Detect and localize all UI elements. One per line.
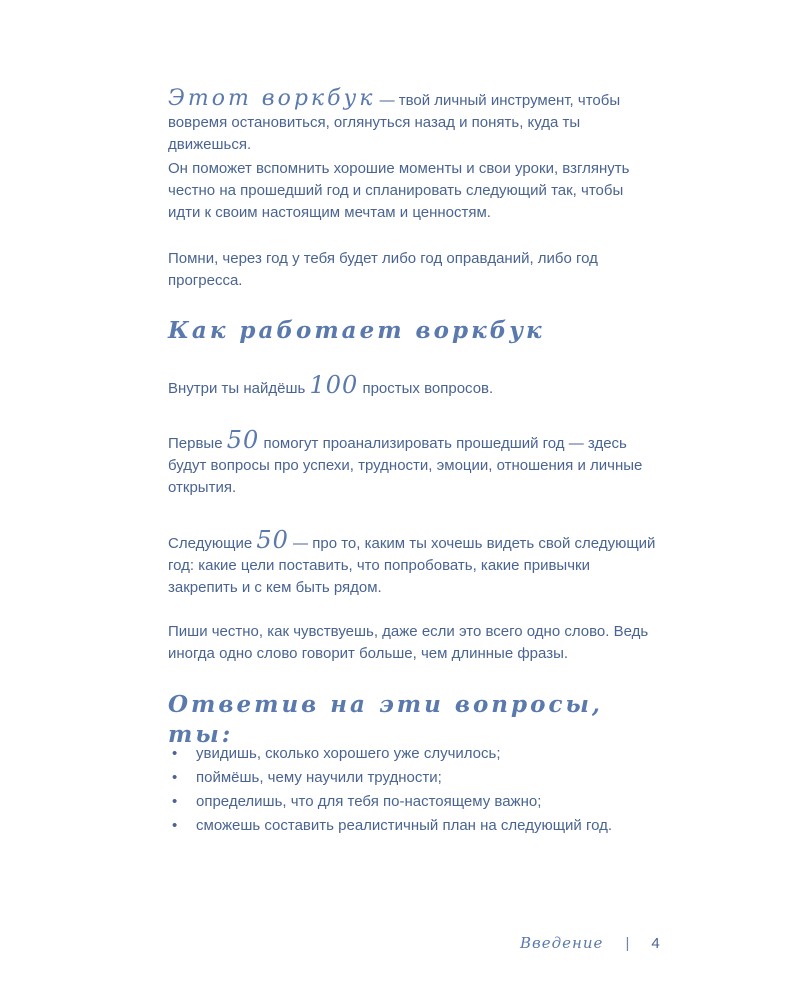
how-p1-post: простых вопросов.	[358, 380, 494, 397]
page-footer	[520, 934, 660, 952]
intro-paragraph-3: Помни, через год у тебя будет либо год оправданий, либо год прогресса.	[168, 250, 598, 289]
how-p3-pre: Следующие	[168, 535, 257, 552]
how-p2-pre: Первые	[168, 435, 227, 452]
intro-lead-script: Этот воркбук	[168, 86, 376, 111]
how-p1-pre: Внутри ты найдёшь	[168, 380, 310, 397]
list-item	[168, 766, 658, 790]
list-item-text: определишь, что для тебя по-настоящему важно;	[196, 793, 542, 810]
bullet-icon: •	[172, 769, 178, 786]
how-paragraph-1	[168, 371, 658, 400]
list-item	[168, 790, 658, 814]
how-paragraph-3	[168, 526, 658, 599]
how-it-works-heading: Как работает воркбук	[168, 317, 545, 344]
how-p2-post: помогут проанализировать прошедший год — здесь будут вопросы про успехи, трудности, эмоции, отношения и личные открытия.	[168, 435, 643, 496]
list-item-text: поймёшь, чему научили трудности;	[196, 769, 442, 786]
answers-list	[168, 742, 658, 838]
intro-lead-text: — твой личный инструмент, чтобы вовремя остановиться, оглянуться назад и понять, куда ты движешься.	[168, 92, 621, 153]
number-100: 100	[309, 371, 359, 399]
section-label: Введение	[520, 934, 604, 952]
intro-paragraph-2: Он поможет вспомнить хорошие моменты и свои уроки, взглянуть честно на прошедший год и спланировать следующий так, чтобы идти к своим настоящим мечтам и ценностям.	[168, 160, 630, 221]
number-50-second: 50	[256, 526, 289, 554]
page-number: 4	[651, 935, 660, 952]
answers-heading: Ответив на эти вопросы, ты:	[168, 691, 603, 748]
bullet-icon: •	[172, 745, 178, 762]
how-paragraph-2	[168, 426, 658, 499]
footer-separator: |	[625, 935, 630, 952]
intro-paragraph	[168, 88, 658, 156]
list-item	[168, 814, 658, 838]
number-50-first: 50	[226, 426, 260, 454]
list-item	[168, 742, 658, 766]
bullet-icon: •	[172, 817, 178, 834]
how-paragraph-4: Пиши честно, как чувствуешь, даже если это всего одно слово. Ведь иногда одно слово говорит больше, чем длинные фразы.	[168, 623, 649, 662]
bullet-icon: •	[172, 793, 178, 810]
list-item-text: увидишь, сколько хорошего уже случилось;	[196, 745, 501, 762]
list-item-text: сможешь составить реалистичный план на следующий год.	[196, 817, 613, 834]
how-p3-post: — про то, каким ты хочешь видеть свой следующий год: какие цели поставить, что попробовать, какие привычки закрепить и с кем быть рядом.	[168, 535, 656, 596]
